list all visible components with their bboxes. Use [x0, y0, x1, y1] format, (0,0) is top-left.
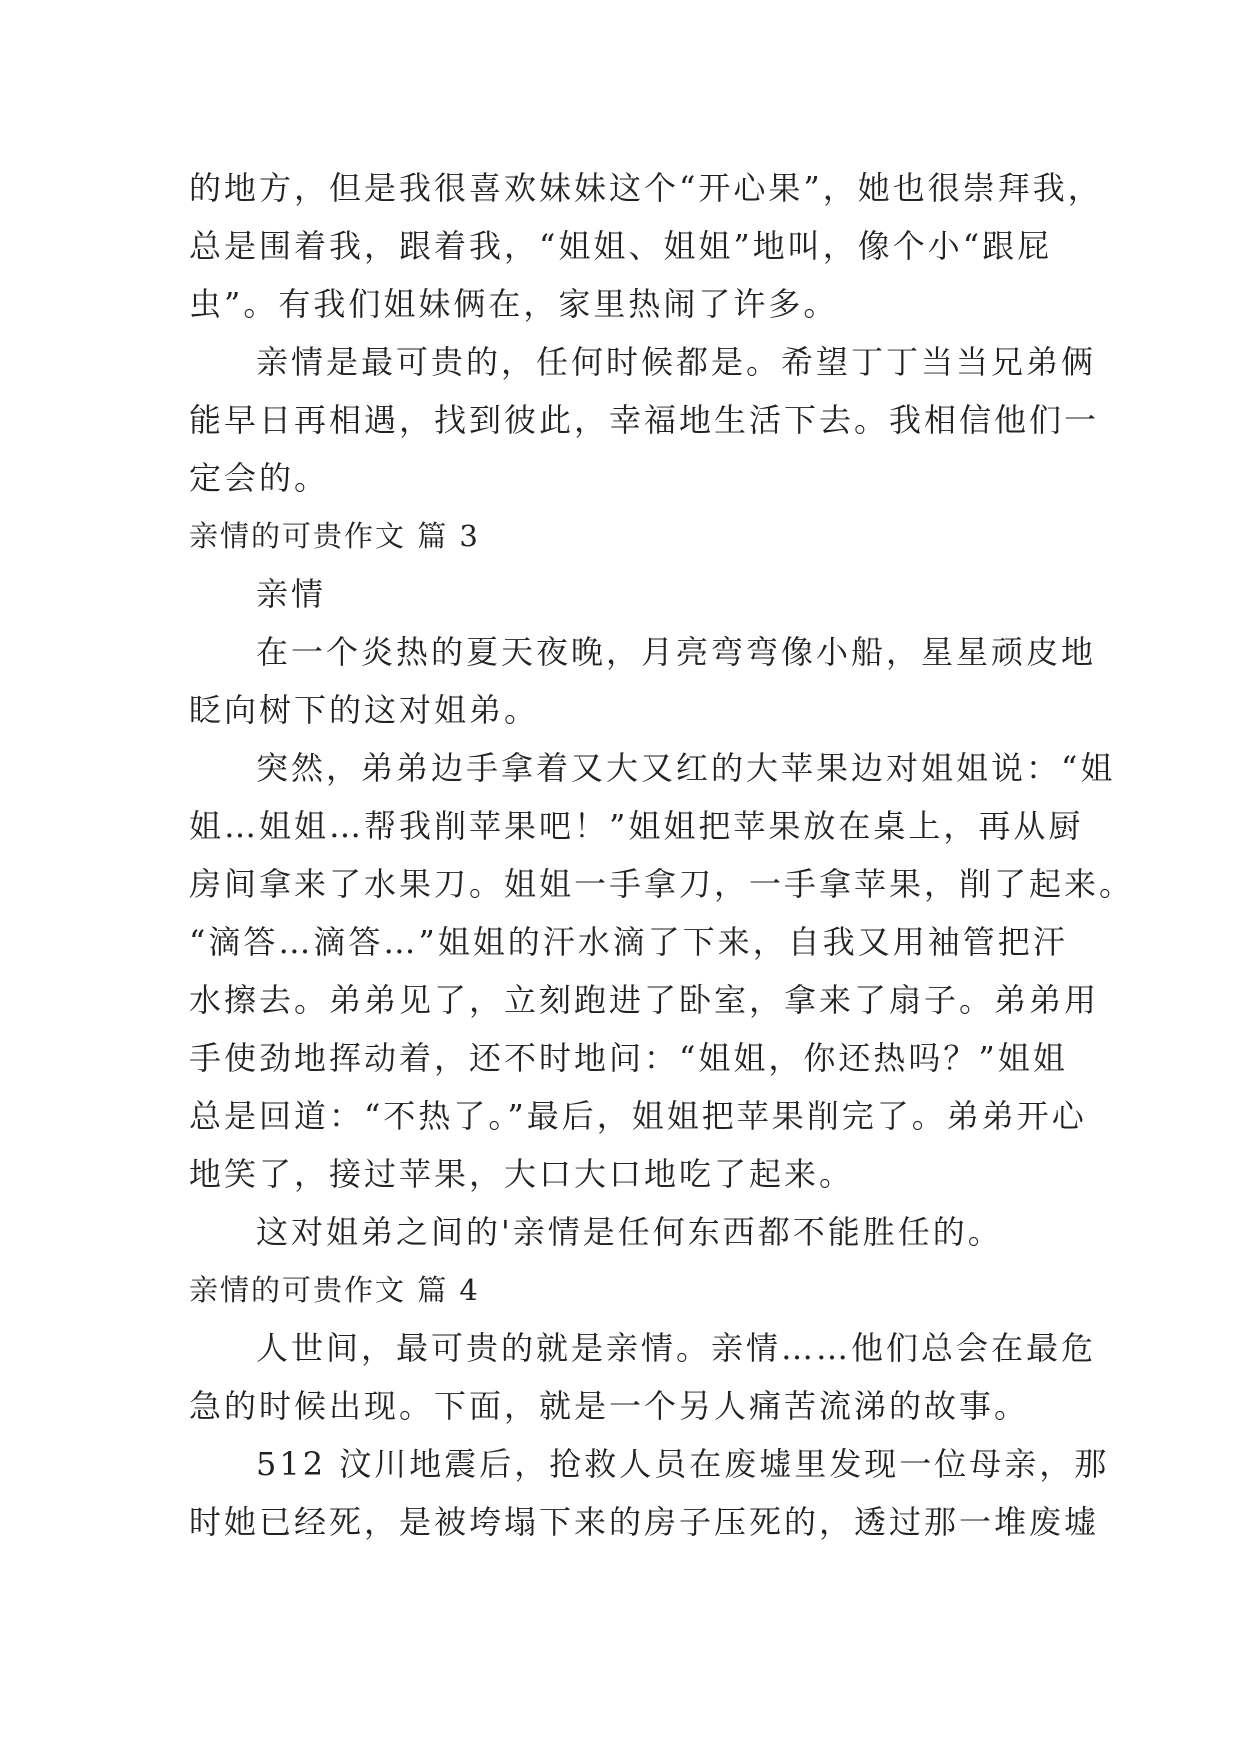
text-line: “滴答…滴答…”姐姐的汗水滴了下来，自我又用袖管把汗 — [189, 923, 1068, 961]
text-line: 的地方，但是我很喜欢妹妹这个“开心果”，她也很崇拜我， — [189, 169, 1103, 207]
text-line: 总是回道：“不热了。”最后，姐姐把苹果削完了。弟弟开心 — [189, 1097, 1087, 1135]
text-line: 手使劲地挥动着，还不时地问：“姐姐，你还热吗？”姐姐 — [189, 1039, 1068, 1077]
text-line: 512 汶川地震后，抢救人员在废墟里发现一位母亲，那 — [256, 1445, 1110, 1483]
text-line: 水擦去。弟弟见了，立刻跑进了卧室，拿来了扇子。弟弟用 — [189, 981, 1100, 1019]
section-heading: 亲情的可贵作文 篇 4 — [189, 1273, 480, 1307]
text-line: 这对姐弟之间的'亲情是任何东西都不能胜任的。 — [256, 1213, 1003, 1251]
text-line: 总是围着我，跟着我，“姐姐、姐姐”地叫，像个小“跟屁 — [189, 227, 1053, 265]
text-line: 时她已经死，是被垮塌下来的房子压死的，透过那一堆废墟 — [189, 1503, 1100, 1541]
text-line: 人世间，最可贵的就是亲情。亲情……他们总会在最危 — [256, 1329, 1097, 1367]
text-line: 地笑了，接过苹果，大口大口地吃了起来。 — [189, 1155, 855, 1193]
text-line: 能早日再相遇，找到彼此，幸福地生活下去。我相信他们一 — [189, 401, 1100, 439]
text-line: 在一个炎热的夏天夜晚，月亮弯弯像小船，星星顽皮地 — [256, 633, 1097, 671]
text-line: 定会的。 — [189, 459, 330, 497]
text-line: 亲情是最可贵的，任何时候都是。希望丁丁当当兄弟俩 — [256, 343, 1097, 381]
text-line: 急的时候出现。下面，就是一个另人痛苦流涕的故事。 — [189, 1387, 1030, 1425]
text-line: 虫”。有我们姐妹俩在，家里热闹了许多。 — [189, 285, 839, 323]
text-line: 房间拿来了水果刀。姐姐一手拿刀，一手拿苹果，削了起来。 — [189, 865, 1135, 903]
text-line: 亲情 — [256, 575, 327, 613]
section-heading: 亲情的可贵作文 篇 3 — [189, 519, 480, 553]
text-line: 眨向树下的这对姐弟。 — [189, 691, 540, 729]
text-line: 突然，弟弟边手拿着又大又红的大苹果边对姐姐说：“姐 — [256, 749, 1116, 787]
text-line: 姐…姐姐…帮我削苹果吧！”姐姐把苹果放在桌上，再从厨 — [189, 807, 1084, 845]
